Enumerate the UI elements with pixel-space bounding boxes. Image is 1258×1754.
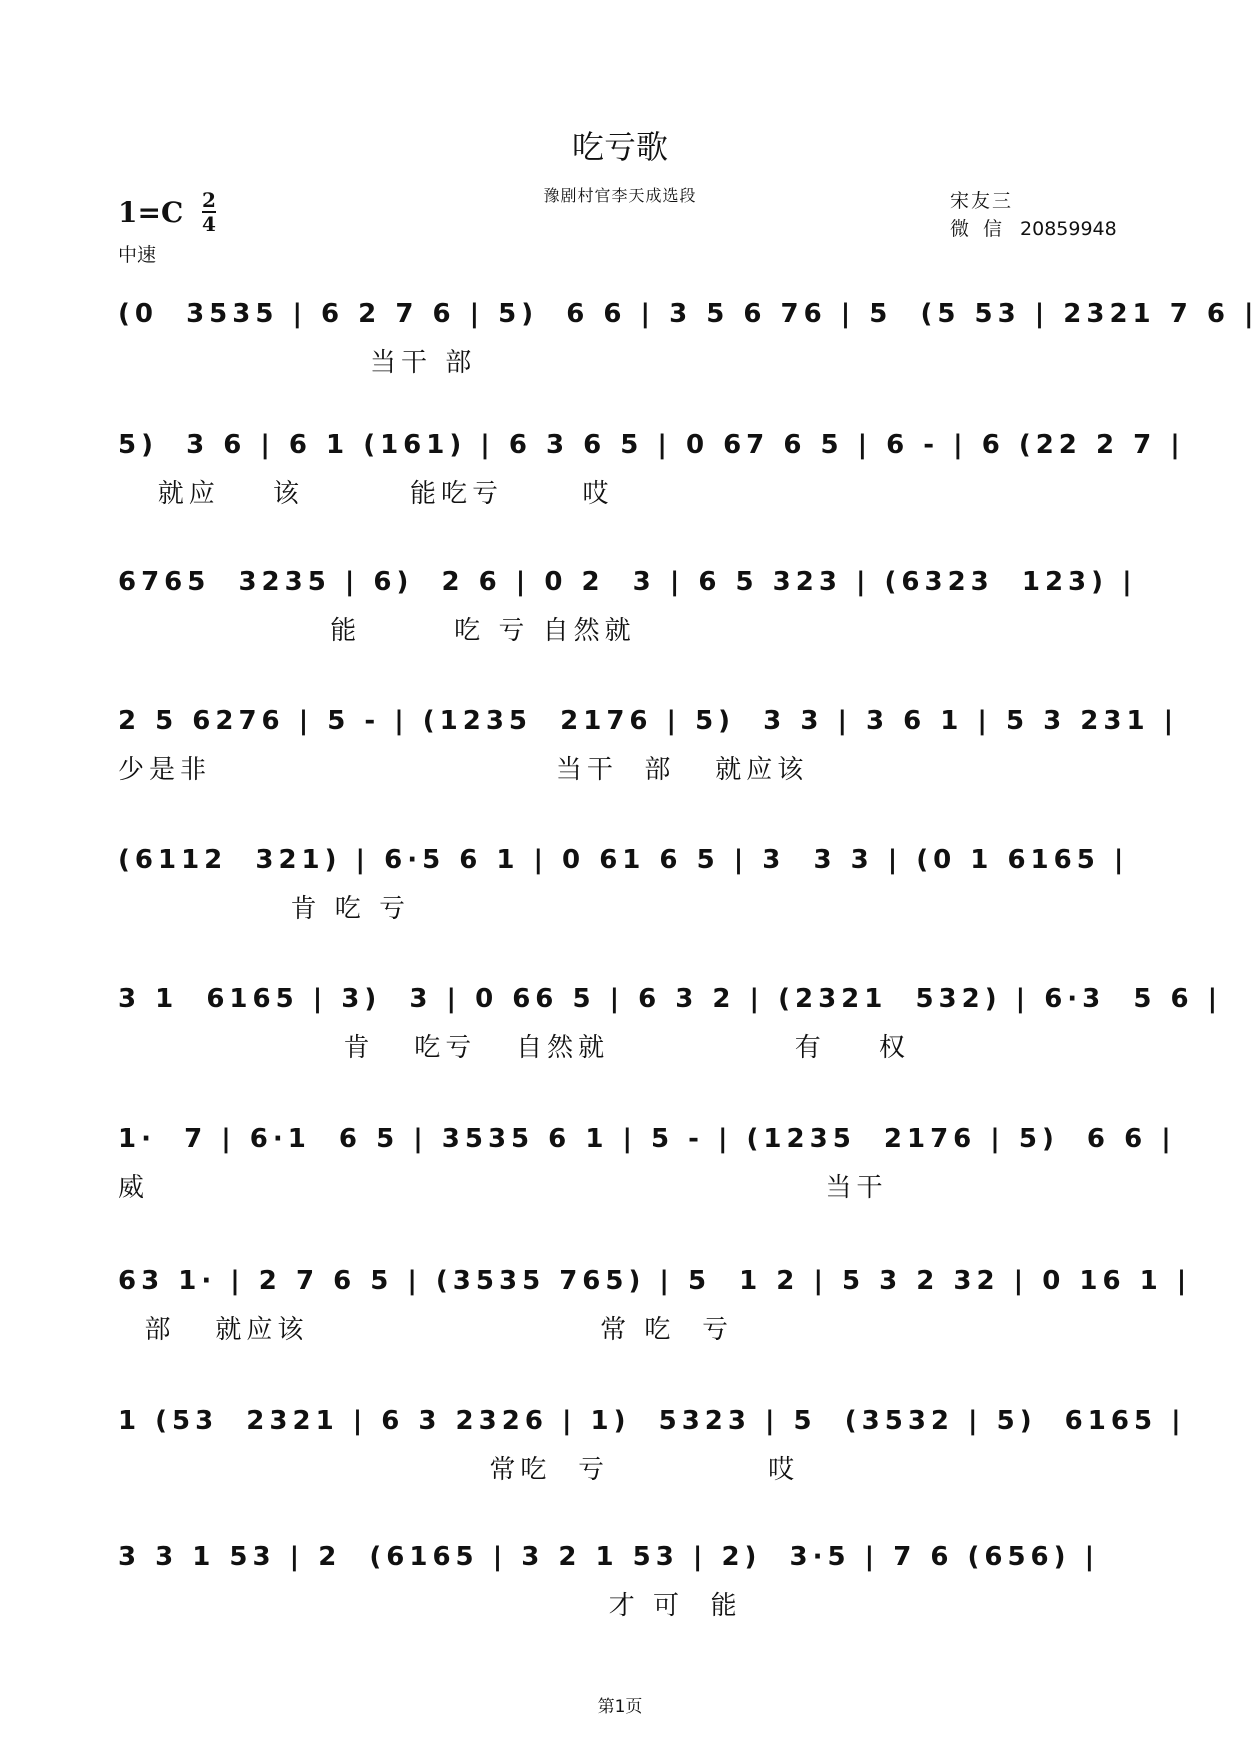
time-numerator: 2 — [202, 188, 216, 212]
score-line-7 — [118, 1114, 1176, 1224]
score-line-2 — [118, 420, 1185, 530]
notation-line: (6112 321) | 6·5 6 1 | 0 61 6 5 | 3 3 3 | (0 1 6165 | — [118, 845, 1129, 875]
lyrics-line: 才 可 能 — [118, 1591, 742, 1621]
lyrics-line: 能 吃 亏 自然就 — [118, 616, 636, 646]
composer-name: 宋友三 — [950, 190, 1014, 212]
notation-line: 1 (53 2321 | 6 3 2326 | 1) 5323 | 5 (3532 | 5) 6165 | — [118, 1406, 1186, 1436]
lyrics-line: 当干 部 — [118, 348, 477, 378]
score-line-9 — [118, 1396, 1186, 1506]
key-signature: 1=C — [118, 196, 184, 229]
score-subtitle: 豫剧村官李天成选段 — [543, 186, 697, 205]
lyrics-line: 部 就应该 常 吃 亏 — [118, 1315, 733, 1345]
notation-line: 3 1 6165 | 3) 3 | 0 66 5 | 6 3 2 | (2321 532) | 6·3 5 6 | — [118, 984, 1223, 1014]
score-line-1 — [118, 289, 1258, 399]
score-line-8 — [118, 1256, 1192, 1366]
notation-line: 63 1· | 2 7 6 5 | (3535 765) | 5 1 2 | 5 3 2 32 | 0 16 1 | — [118, 1266, 1192, 1296]
score-line-4 — [118, 696, 1179, 806]
contact-value: 20859948 — [1020, 218, 1117, 240]
tempo-marking: 中速 — [118, 244, 157, 266]
lyrics-line: 就应 该 能吃亏 哎 — [118, 479, 614, 509]
score-line-5 — [118, 835, 1128, 945]
notation-line: 5) 3 6 | 6 1 (161) | 6 3 6 5 | 0 67 6 5 | 6 - | 6 (22 2 7 | — [118, 430, 1185, 460]
time-denominator: 4 — [202, 212, 216, 236]
notation-line: 2 5 6276 | 5 - | (1235 2176 | 5) 3 3 | 3 6 1 | 5 3 231 | — [118, 706, 1179, 736]
contact-label: 微信 — [950, 218, 1017, 240]
score-line-3 — [118, 557, 1137, 667]
time-signature — [202, 190, 216, 234]
lyrics-line: 肯 吃 亏 — [118, 894, 410, 924]
notation-line: 6765 3235 | 6) 2 6 | 0 2 3 | 6 5 323 | (6323 123) | — [118, 567, 1137, 597]
notation-line: 3 3 1 53 | 2 (6165 | 3 2 1 53 | 2) 3·5 | 7 6 (656) | — [118, 1542, 1100, 1572]
lyrics-line: 肯 吃亏 自然就 有 权 — [118, 1033, 910, 1063]
score-title: 吃亏歌 — [571, 128, 668, 166]
score-line-6 — [118, 974, 1223, 1084]
page-number: 第1页 — [597, 1697, 643, 1717]
notation-line: (0 3535 | 6 2 7 6 | 5) 6 6 | 3 5 6 76 | 5 (5 53 | 2321 7 6 | — [118, 299, 1258, 329]
lyrics-line: 少是非 当干 部 就应该 — [118, 755, 809, 785]
notation-line: 1· 7 | 6·1 6 5 | 3535 6 1 | 5 - | (1235 2176 | 5) 6 6 | — [118, 1124, 1176, 1154]
lyrics-line: 威 当干 — [118, 1173, 888, 1203]
score-line-10 — [118, 1532, 1128, 1642]
lyrics-line: 常吃 亏 哎 — [118, 1455, 800, 1485]
contact-info — [950, 214, 1117, 241]
